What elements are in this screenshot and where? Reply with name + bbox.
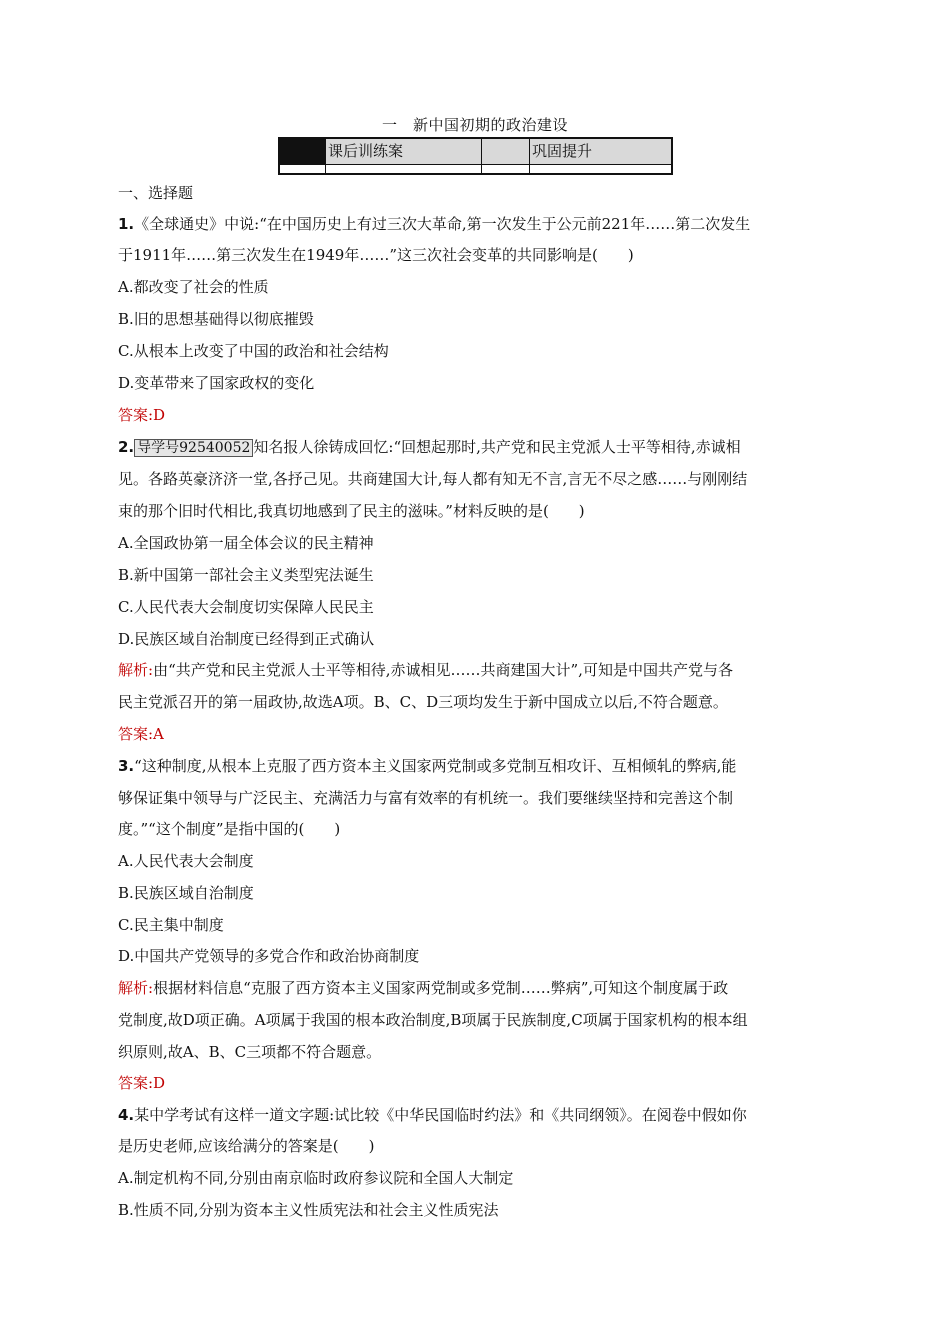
option-c: C.从根本上改变了中国的政治和社会结构 [118,342,389,360]
question-1-line-2: 于1911年……第三次发生在1949年……”这三次社会变革的共同影响是( ) [118,246,634,264]
question-text: “这种制度,从根本上克服了西方资本主义国家两党制或多党制互相攻讦、互相倾轧的弊病,能 [134,757,737,775]
option-b: B.新中国第一部社会主义类型宪法诞生 [118,566,374,584]
analysis-text: 由“共产党和民主党派人士平等相待,赤诚相见……共商建国大计”,可知是中国共产党与各 [153,661,733,679]
analysis-line-2: 民主党派召开的第一届政协,故选A项。B、C、D三项均发生于新中国成立以后,不符合题意。 [118,693,728,711]
question-2-line-1 [118,437,741,458]
answer: 答案:D [118,406,166,424]
option-b: B.旧的思想基础得以彻底摧毁 [118,310,314,328]
page-title: 一 新中国初期的政治建设 [381,116,568,134]
question-number: 3. [118,757,135,775]
analysis-line-2: 党制度,故D项正确。A项属于我国的根本政治制度,B项属于民族制度,C项属于国家机构的根本组 [118,1011,748,1029]
question-number: 1. [118,215,135,233]
question-text: 《全球通史》中说:“在中国历史上有过三次大革命,第一次发生于公元前221年……第二次发生 [134,215,751,233]
question-3-line-2: 够保证集中领导与广泛民主、充满活力与富有效率的有机统一。我们要继续坚持和完善这个制 [118,789,734,807]
section-heading: 一、选择题 [118,184,194,202]
option-b: B.民族区域自治制度 [118,884,254,902]
option-c: C.人民代表大会制度切实保障人民民主 [118,598,374,616]
option-c: C.民主集中制度 [118,916,224,934]
header-table-row-empty [280,164,671,173]
question-3-line-3: 度。”“这个制度”是指中国的( ) [118,820,341,838]
header-table-empty-cell [326,164,482,173]
analysis-text: 根据材料信息“克服了西方资本主义国家两党制或多党制……弊病”,可知这个制度属于政 [153,979,729,997]
option-d: D.民族区域自治制度已经得到正式确认 [118,630,375,648]
question-2-line-3: 束的那个旧时代相比,我真切地感到了民主的滋味。”材料反映的是( ) [118,502,585,520]
analysis-line-3: 织原则,故A、B、C三项都不符合题意。 [118,1043,382,1061]
header-table-empty-cell [482,164,530,173]
header-table-blank-cell [482,139,530,164]
header-cell-practice: 课后训练案 [326,139,482,164]
question-4-line-2: 是历史老师,应该给满分的答案是( ) [118,1137,375,1155]
answer: 答案:D [118,1074,166,1092]
option-a: A.制定机构不同,分别由南京临时政府参议院和全国人大制定 [118,1169,514,1187]
answer: 答案:A [118,725,164,743]
question-number: 2. [118,438,135,456]
analysis-line-1 [118,660,733,680]
question-1-line-1 [118,214,750,234]
header-table-black-cell [280,139,326,164]
option-a: A.人民代表大会制度 [118,852,254,870]
option-d: D.中国共产党领导的多党合作和政治协商制度 [118,947,420,965]
question-number: 4. [118,1106,135,1124]
option-b: B.性质不同,分别为资本主义性质宪法和社会主义性质宪法 [118,1201,499,1219]
option-a: A.全国政协第一届全体会议的民主精神 [118,534,374,552]
header-table-empty-cell [530,164,671,173]
question-text: 知名报人徐铸成回忆:“回想起那时,共产党和民主党派人士平等相待,赤诚相 [253,438,741,456]
question-2-line-2: 见。各路英豪济济一堂,各抒己见。共商建国大计,每人都有知无不言,言无不尽之感……与刚刚结 [118,470,748,488]
analysis-line-1 [118,978,728,998]
question-text: 某中学考试有这样一道文字题:试比较《中华民国临时约法》和《共同纲领》。在阅卷中假如你 [134,1106,747,1124]
guide-number-tag: 导学号92540052 [134,439,253,457]
analysis-label: 解析: [118,661,154,679]
header-table [278,137,673,175]
header-cell-consolidate: 巩固提升 [530,139,671,164]
question-3-line-1 [118,756,736,776]
option-a: A.都改变了社会的性质 [118,278,269,296]
header-table-row [280,139,671,165]
analysis-label: 解析: [118,979,154,997]
header-table-empty-cell [280,164,326,173]
question-4-line-1 [118,1105,747,1125]
option-d: D.变革带来了国家政权的变化 [118,374,315,392]
